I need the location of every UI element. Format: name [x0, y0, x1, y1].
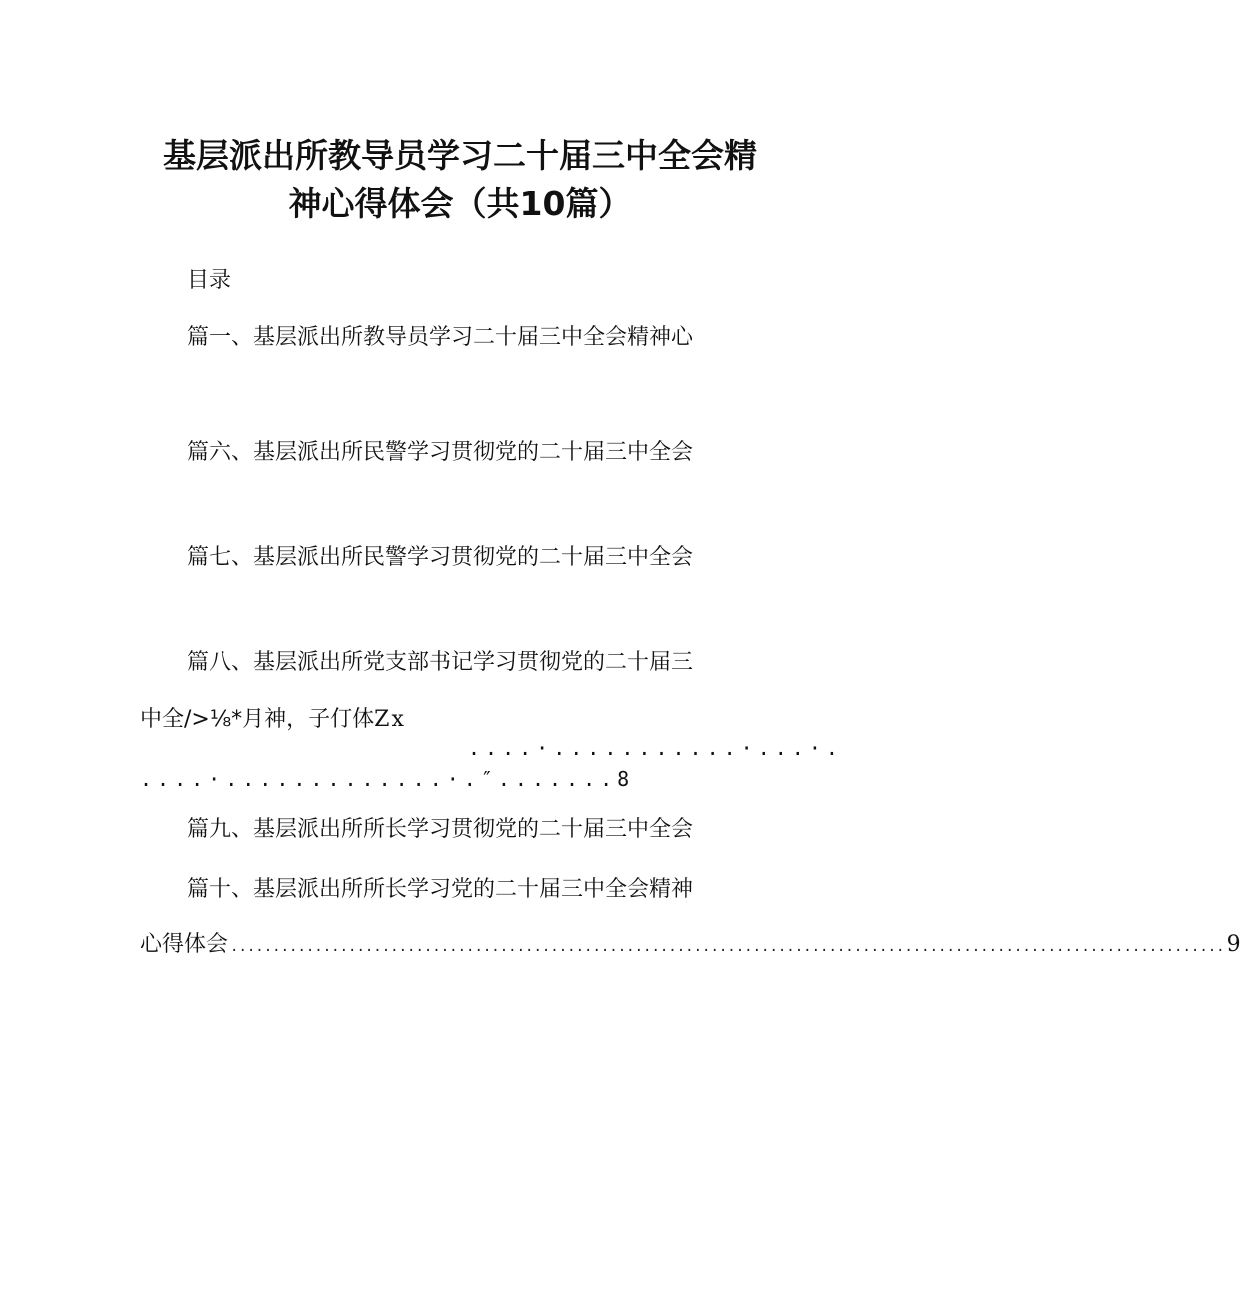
document-title-line-2: 神心得体会（共10篇）: [288, 184, 632, 223]
toc-entry-10-leader-dots: ......................................................................................................................: [230, 939, 1225, 955]
toc-entry-8-cont-garble: Zx: [374, 707, 406, 732]
toc-entry-8-cont-text: 中全/>⅛*月神，子仃体: [140, 707, 375, 732]
toc-entry-8-continuation[interactable]: [140, 705, 406, 735]
document-title-line-1: 基层派出所教导员学习二十届三中全会精: [163, 136, 757, 175]
toc-entry-10-cont-text: 心得体会: [140, 932, 229, 957]
toc-entry-6[interactable]: 篇六、基层派出所民警学习贯彻党的二十届三中全会: [187, 440, 694, 465]
toc-heading: 目录: [187, 268, 232, 293]
toc-entry-7[interactable]: 篇七、基层派出所民警学习贯彻党的二十届三中全会: [187, 545, 694, 570]
toc-entry-1[interactable]: 篇一、基层派出所教导员学习二十届三中全会精神心: [187, 325, 694, 350]
toc-entry-10-continuation[interactable]: [140, 930, 1241, 962]
toc-entry-8-dots-line-2: [140, 764, 634, 794]
toc-entry-9[interactable]: 篇九、基层派出所所长学习贯彻党的二十届三中全会: [187, 817, 694, 842]
toc-entry-8-page-number: 8: [617, 767, 635, 791]
toc-entry-8-dots: ....·.............·.″.......: [140, 767, 618, 791]
toc-entry-10-page-number: 9: [1226, 932, 1241, 957]
toc-entry-10[interactable]: 篇十、基层派出所所长学习党的二十届三中全会精神: [187, 877, 694, 902]
toc-entry-8-dots-line-1: ....·...........·...·.: [468, 736, 843, 760]
toc-entry-8[interactable]: 篇八、基层派出所党支部书记学习贯彻党的二十届三: [187, 650, 694, 675]
